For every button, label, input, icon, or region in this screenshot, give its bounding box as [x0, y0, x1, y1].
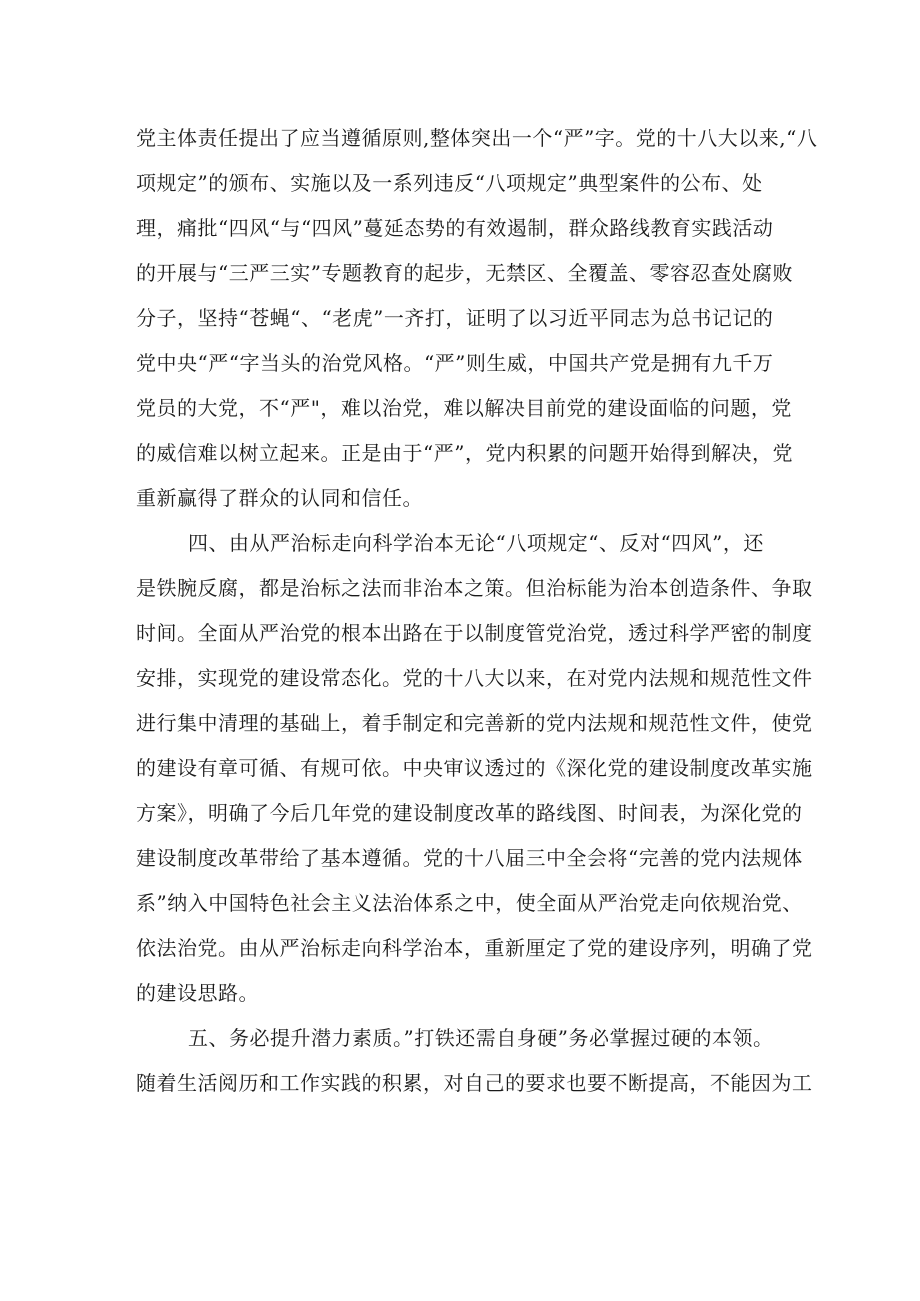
paragraph-3: [136, 1016, 813, 1106]
text-line: 党员的大党，不“严"，难以治党，难以解决目前党的建设面临的问题，党: [136, 396, 792, 420]
text-line: 理，痛批“四风“与“四风”蔓延态势的有效遏制，群众路线教育实践活动: [136, 216, 774, 240]
text-line: 四、由从严治标走向科学治本无论“八项规定“、反对“四风”，还: [188, 531, 764, 555]
text-line: 方案》，明确了今后几年党的建设制度改革的路线图、时间表，为深化党的: [136, 801, 803, 825]
text-line: 是铁腕反腐，都是治标之法而非治本之策。但治标能为治本创造条件、争取: [136, 576, 813, 600]
text-line: 系”纳入中国特色社会主义法治体系之中，使全面从严治党走向依规治党、: [136, 891, 803, 915]
text-line: 的威信难以树立起来。正是由于“严”，党内积累的问题开始得到解决，党: [136, 441, 793, 465]
text-line: 项规定”的颁布、实施以及一系列违反“八项规定”典型案件的公布、处: [136, 171, 763, 195]
paragraph-2: [136, 521, 813, 1016]
text-line: 的开展与“三严三实”专题教育的起步，无禁区、全覆盖、零容忍查处腐败: [136, 261, 793, 285]
text-line: 重新赢得了群众的认同和信任。: [136, 486, 423, 510]
text-line: 时间。全面从严治党的根本出路在于以制度管党治党，透过科学严密的制度: [136, 621, 813, 645]
text-line: 五、务必提升潜力素质。”打铁还需自身硬”务必掌握过硬的本领。: [188, 1026, 774, 1050]
text-line: 党中央“严“字当头的治党风格。“严”则生威，中国共产党是拥有九千万: [136, 351, 774, 375]
text-line: 依法治党。由从严治标走向科学治本，重新厘定了党的建设序列，明确了党: [136, 936, 813, 960]
text-line: 建设制度改革带给了基本遵循。党的十八届三中全会将“完善的党内法规体: [136, 846, 803, 870]
text-line: 分子，坚持“苍蝇“、“老虎”一齐打，证明了以习近平同志为总书记记的: [136, 306, 774, 330]
text-line: 的建设有章可循、有规可依。中央审议透过的《深化党的建设制度改革实施: [136, 756, 813, 780]
text-line: 安排，实现党的建设常态化。党的十八大以来，在对党内法规和规范性文件: [136, 666, 813, 690]
document-body: [136, 116, 818, 1106]
paragraph-1: [136, 116, 818, 521]
text-line: 进行集中清理的基础上，着手制定和完善新的党内法规和规范性文件，使党: [136, 711, 813, 735]
text-line: 的建设思路。: [136, 981, 259, 1005]
text-line: 随着生活阅历和工作实践的积累，对自己的要求也要不断提高，不能因为工: [136, 1071, 813, 1095]
text-line: 党主体责任提出了应当遵循原则,整体突出一个“严”字。党的十八大以来,“八: [136, 126, 818, 150]
